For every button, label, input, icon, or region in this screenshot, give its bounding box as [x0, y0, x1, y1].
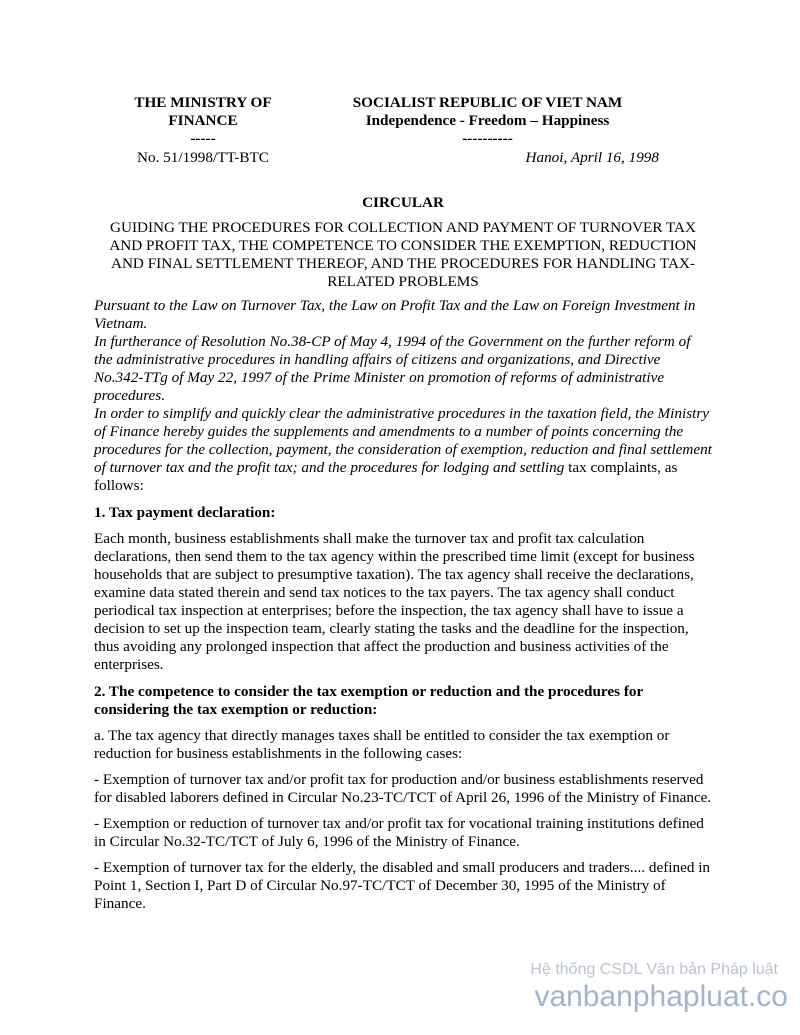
agency-line-2: FINANCE: [168, 112, 238, 129]
country-name: SOCIALIST REPUBLIC OF VIET NAM: [352, 94, 623, 111]
preamble-paragraph-2: In furtherance of Resolution No.38-CP of May 4, 1994 of the Government on the further reform of the administrative procedures in handling affairs of citizens and organizations, and Directive No.342-TTg of May 22, 1997 of the Prime Minister on promotion of reforms of administrative procedures.: [94, 333, 691, 404]
document-header: [94, 94, 712, 170]
preamble-paragraph-3-italic: In order to simplify and quickly clear the administrative procedures in the taxation field, the Ministry of Finance hereby guides the supplements and amendments to a number of points concerning the procedures for the collection, payment, the consideration of exemption, reduction and final settlement of turnover tax and the profit tax; and the procedures for lodging and settling: [94, 405, 712, 476]
section-2-heading: 2. The competence to consider the tax exemption or reduction and the procedures for considering the tax exemption or reduction:: [94, 683, 643, 718]
agency-divider: -----: [190, 130, 216, 147]
preamble: [94, 297, 712, 495]
section-1-heading: 1. Tax payment declaration:: [94, 504, 276, 521]
document-number: No. 51/1998/TT-BTC: [137, 149, 269, 166]
national-motto: [340, 94, 635, 148]
agency-line-1: THE MINISTRY OF: [134, 94, 272, 111]
watermark-line-2: vanbanphapluat.co: [534, 980, 788, 1013]
section-2-item-1: - Exemption of turnover tax and/or profit tax for production and/or business establishments reserved for disabled laborers defined in Circular No.23-TC/TCT of April 26, 1996 of the Ministry of Finance.: [94, 771, 712, 806]
section-2-item-3: - Exemption of turnover tax for the elderly, the disabled and small producers and traders.... defined in Point 1, Section I, Part D of Circular No.97-TC/TCT of December 30, 1995 of the Ministry of Finance.: [94, 859, 711, 912]
preamble-paragraph-3: [94, 405, 712, 495]
document-title: CIRCULAR: [362, 194, 444, 211]
document-page: [94, 94, 712, 913]
motto-line: Independence - Freedom – Happiness: [365, 112, 610, 129]
document-subtitle: GUIDING THE PROCEDURES FOR COLLECTION AND PAYMENT OF TURNOVER TAX AND PROFIT TAX, THE COMPETENCE TO CONSIDER THE EXEMPTION, REDUCTION AND FINAL SETTLEMENT THEREOF, AND THE PROCEDURES FOR HANDLING TAX-RELATED PROBLEMS: [109, 219, 697, 290]
section-1-body: Each month, business establishments shall make the turnover tax and profit tax calculation declarations, then send them to the tax agency within the prescribed time limit (except for business households that are subject to presumptive taxation). The tax agency shall receive the declarations, examine data stated therein and send tax notices to the tax payers. The tax agency shall conduct periodical tax inspection at enterprises; before the inspection, the tax agency shall have to issue a decision to set up the inspection team, clearly stating the tasks and the deadline for the inspection, thus avoiding any prolonged inspection that affect the production and business activities of the enterprises.: [94, 530, 695, 673]
watermark-line-1: Hệ thống CSDL Văn bản Pháp luật: [530, 961, 778, 978]
place-date: Hanoi, April 16, 1998: [525, 149, 659, 166]
preamble-paragraph-3-normal: tax complaints, as follows:: [94, 459, 678, 494]
issuing-agency: [94, 94, 312, 148]
site-watermark: [530, 960, 788, 1014]
section-2-item-2: - Exemption or reduction of turnover tax and/or profit tax for vocational training institutions defined in Circular No.32-TC/TCT of July 6, 1996 of the Ministry of Finance.: [94, 815, 704, 850]
preamble-paragraph-1: Pursuant to the Law on Turnover Tax, the Law on Profit Tax and the Law on Foreign Investment in Vietnam.: [94, 297, 696, 332]
section-2-point-a: a. The tax agency that directly manages taxes shall be entitled to consider the tax exemption or reduction for business establishments in the following cases:: [94, 727, 670, 762]
motto-divider: ----------: [462, 130, 513, 147]
